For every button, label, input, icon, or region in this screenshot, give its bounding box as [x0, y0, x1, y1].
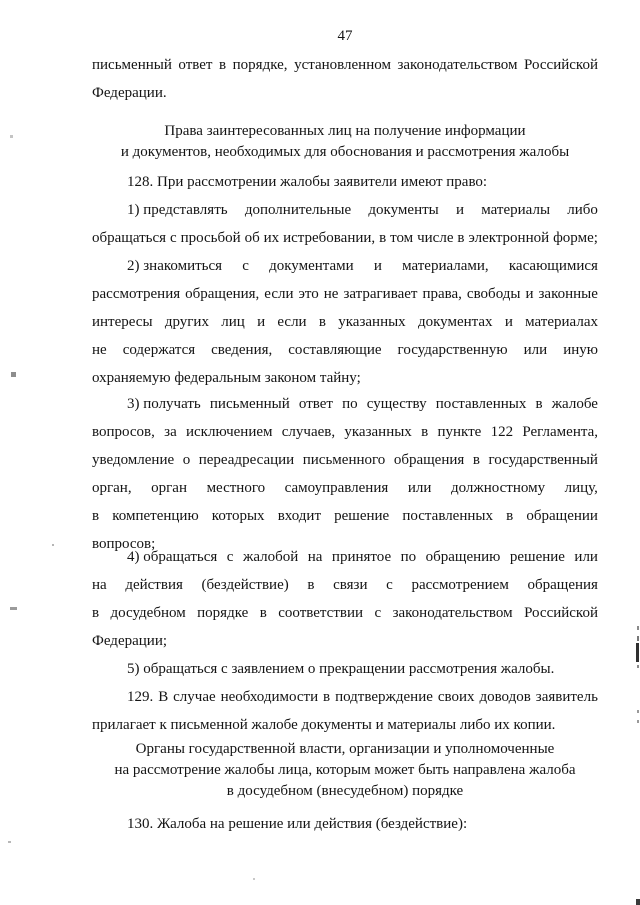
text-line: не содержатся сведения, составляющие государственную или иную [92, 342, 598, 358]
text-line: на действия (бездействие) в связи с рассмотрением обращения [92, 577, 598, 593]
text-line: вопросов, за исключением случаев, указанных в пункте 122 Регламента, [92, 424, 598, 440]
heading-line: в досудебном (внесудебном) порядке [226, 783, 464, 799]
text-line: интересы других лиц и если в указанных документах и материалах [92, 314, 598, 330]
para-128-item-2 [92, 252, 598, 392]
scan-artifact [637, 626, 639, 630]
text-line: охраняемую федеральным законом тайну; [92, 370, 361, 386]
text-line: Федерации; [92, 633, 168, 649]
scan-artifact [253, 878, 255, 880]
scan-artifact [11, 372, 16, 377]
page-number: 47 [337, 28, 353, 44]
text-line: 4) обращаться с жалобой на принятое по обращению решение или [127, 549, 598, 565]
text-line: 128. При рассмотрении жалобы заявители имеют право: [127, 174, 488, 190]
text-line: вопросов; [92, 536, 156, 552]
heading-authorities [92, 739, 598, 802]
heading-line: и документов, необходимых для обоснования и рассмотрения жалобы [120, 144, 570, 160]
para-128-item-3 [92, 390, 598, 558]
scan-artifact [637, 710, 639, 713]
scan-artifact [637, 720, 639, 723]
scan-artifact [10, 607, 17, 610]
para-128 [92, 168, 598, 196]
para-continuation [92, 51, 598, 107]
text-line: Федерации. [92, 85, 167, 101]
para-128-item-4 [92, 543, 598, 655]
heading-line: на рассмотрение жалобы лица, которым может быть направлена жалоба [114, 762, 576, 778]
text-line: 1) представлять дополнительные документы и материалы либо [127, 202, 598, 218]
text-line: 5) обращаться с заявлением о прекращении рассмотрения жалобы. [127, 661, 555, 677]
para-129 [92, 683, 598, 739]
para-128-item-1 [92, 196, 598, 252]
scan-artifact [636, 899, 640, 905]
scan-artifact [637, 665, 639, 668]
text-line: 130. Жалоба на решение или действия (бездействие): [127, 816, 468, 832]
scan-artifact [8, 841, 11, 843]
scan-artifact [637, 636, 639, 641]
text-line: орган, орган местного самоуправления или должностному лицу, [92, 480, 598, 496]
para-128-item-5 [92, 655, 598, 683]
scan-artifact [10, 135, 13, 138]
text-line: 2) знакомиться с документами и материалами, касающимися [127, 258, 598, 274]
text-line: прилагает к письменной жалобе документы и материалы либо их копии. [92, 717, 556, 733]
text-line: уведомление о переадресации письменного обращения в государственный [92, 452, 598, 468]
text-line: в компетенцию которых входит решение поставленных в обращении [92, 508, 598, 524]
heading-rights-to-information [92, 121, 598, 163]
text-line: письменный ответ в порядке, установленном законодательством Российской [92, 57, 598, 73]
text-line: 3) получать письменный ответ по существу поставленных в жалобе [127, 396, 598, 412]
heading-line: Органы государственной власти, организации и уполномоченные [135, 741, 555, 757]
heading-line: Права заинтересованных лиц на получение информации [164, 123, 526, 139]
text-column [92, 48, 598, 838]
text-line: в досудебном порядке в соответствии с законодательством Российской [92, 605, 598, 621]
scan-artifact [636, 643, 639, 662]
text-line: обращаться с просьбой об их истребовании, в том числе в электронной форме; [92, 230, 598, 246]
para-130 [92, 810, 598, 838]
text-line: рассмотрения обращения, если это не затрагивает права, свободы и законные [92, 286, 598, 302]
scan-artifact [52, 544, 54, 546]
text-line: 129. В случае необходимости в подтверждение своих доводов заявитель [127, 689, 598, 705]
